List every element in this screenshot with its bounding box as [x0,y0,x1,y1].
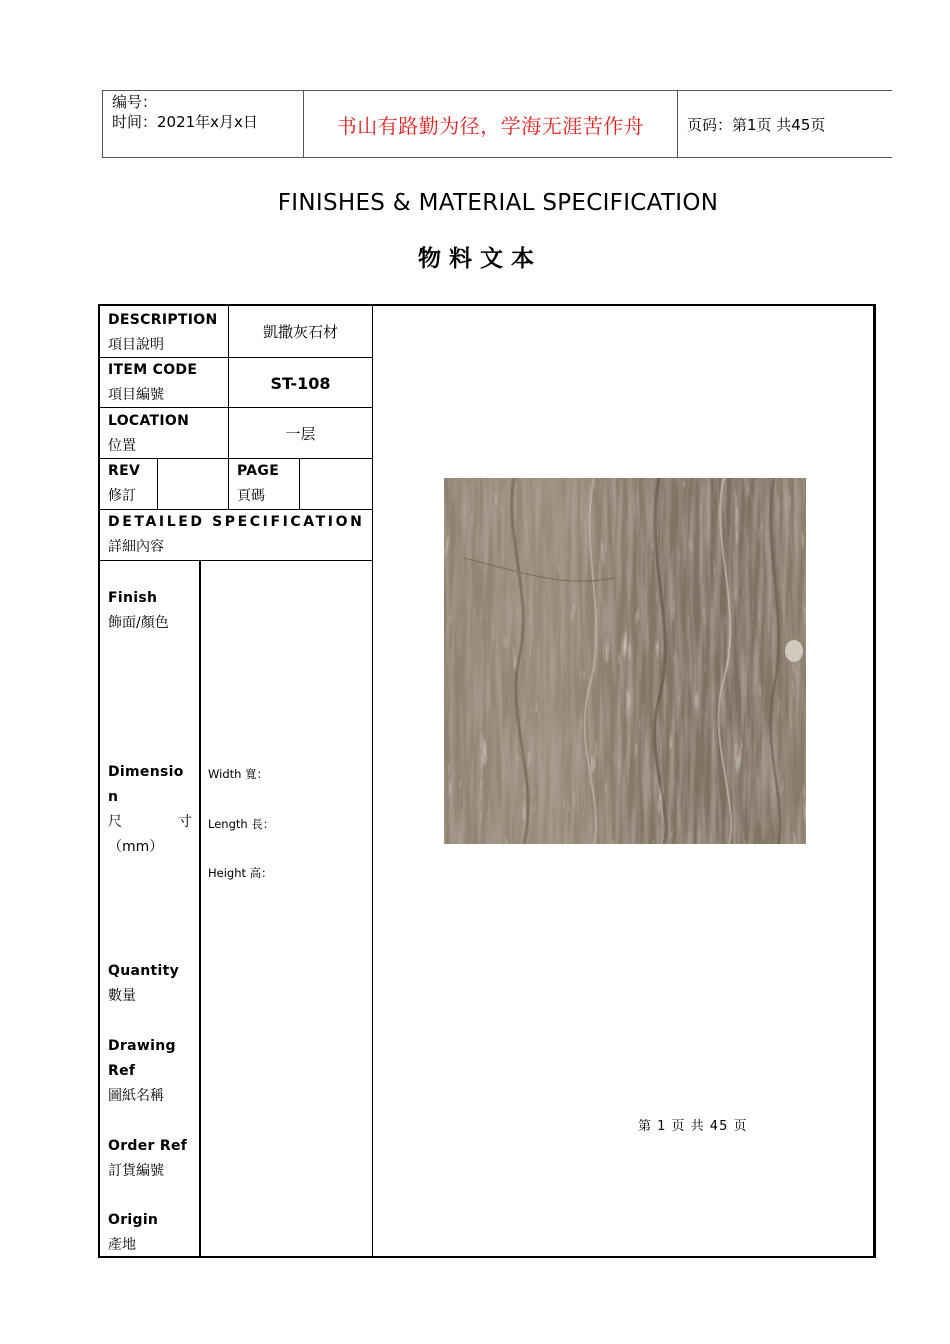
drawing-ref-label: Drawing Ref 圖紙名稱 [108,1038,176,1104]
location-label: LOCATION 位置 [108,413,190,454]
stone-sample-image [444,478,806,844]
title-chinese: 物料文本 [418,246,542,272]
origin-label: Origin 產地 [108,1212,159,1253]
time-label: 时间：2021年x月x日 [112,113,258,131]
divider-detail-col [199,560,201,1258]
rev-label: REV 修訂 [108,463,141,504]
page-label: PAGE 頁碼 [237,463,280,504]
finish-label: Finish 飾面/顏色 [108,590,169,631]
rev-value [158,459,228,509]
row-line-5 [100,560,372,561]
header-motto: 书山有路勤为径，学海无涯苦作舟 [304,91,678,157]
dimension-length: Length 長： [208,817,275,831]
description-label: DESCRIPTION 項目說明 [108,312,218,353]
footer-page-text: 第 1 页 共 45 页 [638,1119,748,1134]
dimension-height: Height 高： [208,866,273,880]
header-page-info: 页码：第1页 共45页 [687,115,826,134]
item-code-label: ITEM CODE 項目編號 [108,362,198,403]
number-label: 编号： [112,93,158,111]
document-header [102,90,892,158]
quantity-label: Quantity 數量 [108,963,179,1004]
dimension-label: Dimensio n 尺 寸 （mm） [108,764,192,855]
header-meta-cell [102,91,304,157]
spec-table [98,304,876,1258]
location-value: 一层 [285,424,316,443]
detailed-spec-label: DETAILED SPECIFICATION 詳細內容 [108,514,365,555]
item-code-value: ST-108 [270,373,331,393]
page-value [300,459,372,509]
description-value: 凱撒灰石材 [262,323,338,341]
divider-left-panel [372,306,373,1258]
dimension-width: Width 寬： [208,767,269,781]
title-english: FINISHES & MATERIAL SPECIFICATION [277,190,719,216]
order-ref-label: Order Ref 訂貨編號 [108,1138,188,1179]
